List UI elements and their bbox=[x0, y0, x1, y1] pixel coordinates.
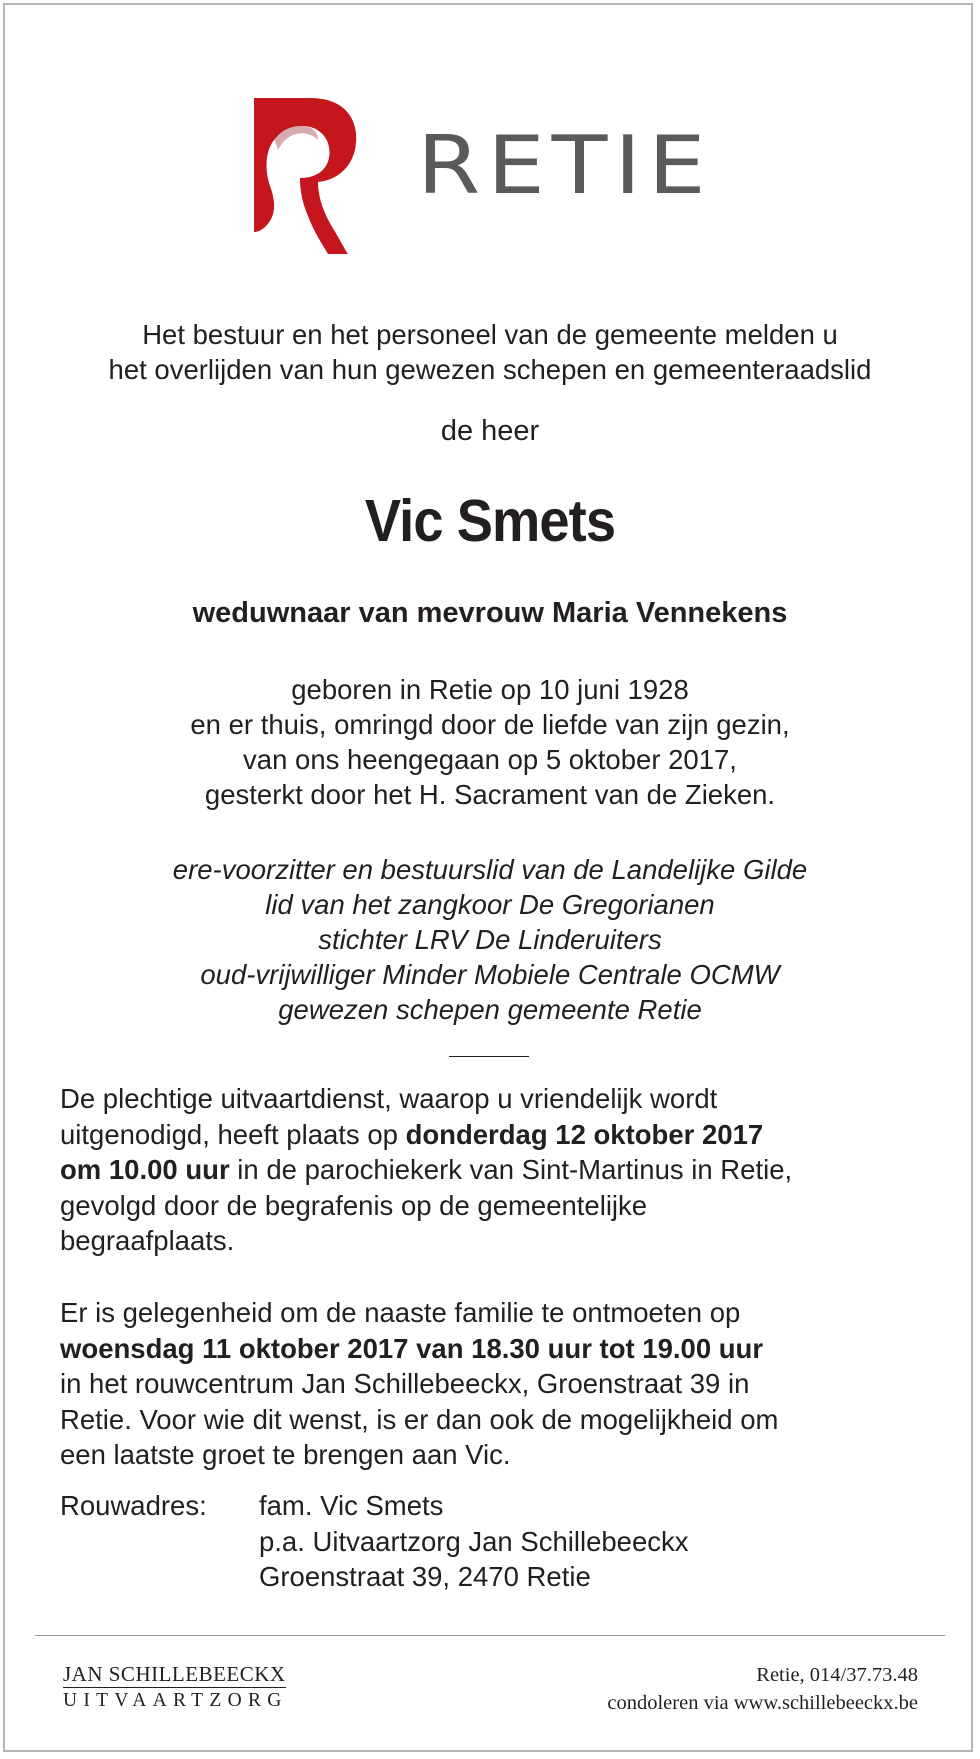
deceased-name: Vic Smets bbox=[364, 488, 616, 554]
address-label: Rouwadres: bbox=[60, 1490, 207, 1521]
funeral-text: uitgenodigd, heeft plaats op bbox=[60, 1118, 406, 1150]
visitation-line: in het rouwcentrum Jan Schillebeeckx, Groenstraat 39 in bbox=[60, 1368, 750, 1399]
role-line: stichter LRV De Linderuiters bbox=[318, 924, 662, 955]
funeral-line: De plechtige uitvaartdienst, waarop u vriendelijk wordt bbox=[60, 1083, 718, 1114]
retie-logo bbox=[252, 98, 722, 254]
intro-line: het overlijden van hun gewezen schepen en gemeenteraadslid bbox=[108, 354, 872, 385]
visitation-line: Retie. Voor wie dit wenst, is er dan ook de mogelijkheid om bbox=[60, 1403, 779, 1435]
address-line: fam. Vic Smets bbox=[259, 1490, 444, 1521]
salutation: de heer bbox=[440, 415, 540, 447]
intro-line: Het bestuur en het personeel van de gemeente melden u bbox=[142, 319, 838, 350]
intro-text bbox=[0, 317, 980, 387]
footer-divider bbox=[35, 1635, 945, 1636]
visitation-line: Er is gelegenheid om de naaste familie te ontmoeten op bbox=[60, 1297, 741, 1328]
funeral-line: gevolgd door de begrafenis op de gemeentelijke bbox=[60, 1189, 648, 1221]
visitation-line bbox=[60, 1331, 940, 1367]
funeral-home-logo bbox=[63, 1662, 288, 1714]
address-line: Groenstraat 39, 2470 Retie bbox=[259, 1561, 591, 1592]
funeral-home-name: JAN SCHILLEBEECKX bbox=[63, 1662, 286, 1686]
retie-r-logo-icon bbox=[252, 98, 362, 254]
bio-line: gesterkt door het H. Sacrament van de Zieken. bbox=[204, 779, 776, 810]
visitation-datetime: woensdag 11 oktober 2017 van 18.30 uur tot 19.00 uur bbox=[60, 1332, 764, 1364]
contact-website: condoleren via www.schillebeeckx.be bbox=[607, 1692, 918, 1714]
logo-text: RETIE bbox=[417, 119, 713, 212]
visitation-line: een laatste groet te brengen aan Vic. bbox=[60, 1439, 511, 1470]
funeral-home-subtitle: UITVAARTZORG bbox=[63, 1690, 288, 1711]
address-lines bbox=[259, 1488, 689, 1595]
role-line: ere-voorzitter en bestuurslid van de Landelijke Gilde bbox=[172, 854, 808, 885]
contact-phone: Retie, 014/37.73.48 bbox=[756, 1664, 918, 1686]
funeral-line: begraafplaats. bbox=[60, 1225, 235, 1256]
widow-of-line: weduwnaar van mevrouw Maria Vennekens bbox=[192, 597, 788, 629]
funeral-line bbox=[60, 1117, 940, 1153]
role-line: lid van het zangkoor De Gregorianen bbox=[265, 889, 715, 920]
role-line: gewezen schepen gemeente Retie bbox=[278, 994, 702, 1025]
divider bbox=[449, 1056, 529, 1057]
funeral-text: in de parochiekerk van Sint-Martinus in Retie, bbox=[229, 1154, 793, 1185]
role-line: oud-vrijwilliger Minder Mobiele Centrale OCMW bbox=[200, 959, 780, 990]
funeral-line bbox=[60, 1152, 940, 1188]
visitation-paragraph bbox=[60, 1295, 940, 1473]
bio-line: van ons heengegaan op 5 oktober 2017, bbox=[243, 744, 737, 775]
funeral-date: donderdag 12 oktober 2017 bbox=[405, 1118, 764, 1150]
bio-line: geboren in Retie op 10 juni 1928 bbox=[291, 674, 689, 705]
address-line: p.a. Uitvaartzorg Jan Schillebeeckx bbox=[259, 1525, 689, 1557]
footer-contact bbox=[607, 1661, 918, 1717]
bio-block bbox=[0, 672, 980, 812]
bio-line: en er thuis, omringd door de liefde van zijn gezin, bbox=[190, 709, 790, 740]
funeral-paragraph bbox=[60, 1081, 940, 1259]
roles-block bbox=[0, 852, 980, 1027]
funeral-time: om 10.00 uur bbox=[60, 1154, 230, 1185]
